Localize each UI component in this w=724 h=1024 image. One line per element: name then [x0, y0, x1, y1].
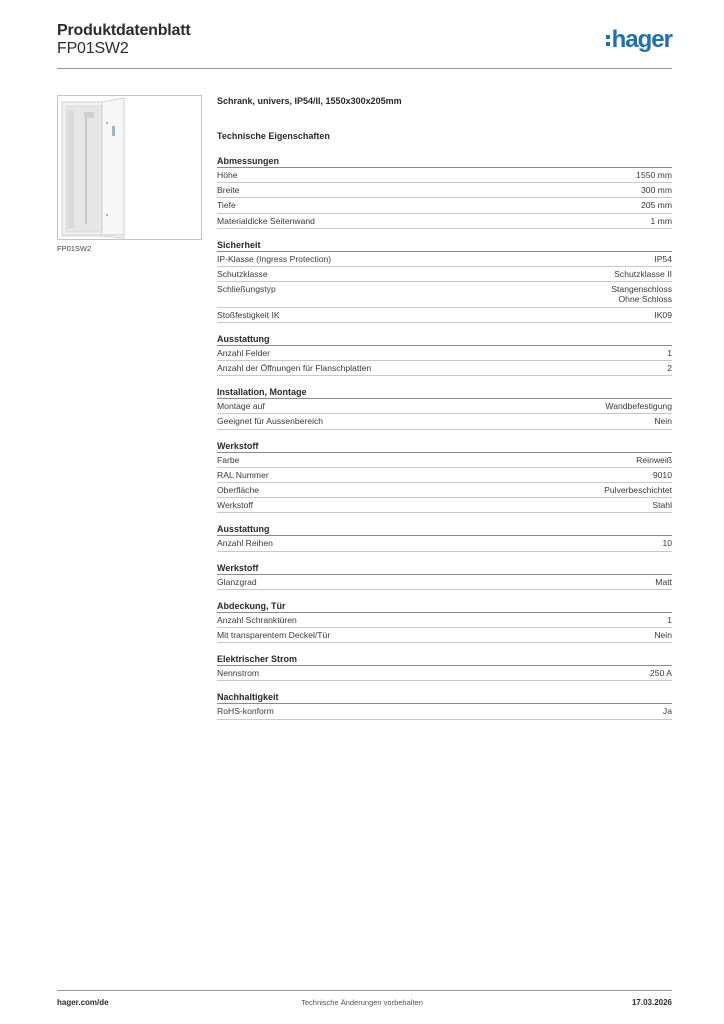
hager-logo: [606, 28, 672, 52]
spec-group: [217, 522, 672, 551]
spec-row: [217, 483, 672, 498]
cabinet-image-icon: [58, 96, 201, 239]
spec-label: Schutzklasse: [217, 269, 268, 280]
spec-row: [217, 453, 672, 468]
spec-value-line: Matt: [655, 576, 672, 587]
spec-value-line: 1: [667, 347, 672, 358]
header-divider: [57, 68, 672, 69]
spec-label: IP-Klasse (Ingress Protection): [217, 253, 332, 264]
spec-group: [217, 238, 672, 323]
spec-value: [667, 348, 672, 358]
spec-row: [217, 575, 672, 590]
spec-group: [217, 599, 672, 643]
spec-label: Geeignet für Aussenbereich: [217, 416, 324, 427]
spec-value: [663, 706, 672, 716]
spec-label: Schließungstyp: [217, 284, 276, 295]
spec-label: Tiefe: [217, 200, 236, 211]
spec-label: Anzahl der Öffnungen für Flanschplatten: [217, 363, 372, 374]
spec-value: [654, 630, 672, 640]
spec-group-title: Ausstattung: [217, 332, 672, 346]
spec-value-line: 1550 mm: [636, 170, 672, 180]
spec-group-title: Werkstoff: [217, 439, 672, 453]
spec-value: [641, 200, 672, 210]
document-title: Produktdatenblatt: [57, 22, 191, 39]
spec-value-line: Nein: [654, 630, 672, 641]
spec-label: Oberfläche: [217, 485, 260, 496]
spec-value-line: Wandbefestigung: [605, 401, 672, 412]
document-header: [57, 22, 672, 70]
spec-group-title: Werkstoff: [217, 561, 672, 575]
spec-group: [217, 561, 672, 590]
spec-label: Materialdicke Seitenwand: [217, 215, 315, 226]
spec-group-title: Abdeckung, Tür: [217, 599, 672, 613]
spec-group: [217, 652, 672, 681]
spec-group-title: Abmessungen: [217, 154, 672, 168]
spec-group: [217, 154, 672, 229]
spec-label: Höhe: [217, 170, 238, 180]
spec-value: [605, 401, 672, 411]
spec-row: [217, 628, 672, 643]
spec-group: [217, 690, 672, 719]
product-image: [57, 95, 202, 240]
footer-notice: Technische Änderungen vorbehalten: [301, 998, 423, 1007]
spec-value: [654, 416, 672, 426]
spec-row: [217, 214, 672, 229]
spec-label: RAL Nummer: [217, 469, 269, 480]
spec-value-line: 2: [667, 363, 672, 374]
spec-label: Werkstoff: [217, 500, 253, 511]
spec-value: [636, 170, 672, 180]
spec-label: Anzahl Schranktüren: [217, 614, 297, 625]
logo-colon-icon: [606, 35, 610, 46]
spec-value-line: 1: [667, 614, 672, 625]
spec-value-line: Pulverbeschichtet: [604, 485, 672, 496]
spec-label: Farbe: [217, 454, 240, 465]
product-image-caption: FP01SW2: [57, 244, 92, 253]
spec-value-line: Stangenschloss: [611, 284, 672, 295]
spec-group-title: Nachhaltigkeit: [217, 690, 672, 704]
spec-row: [217, 168, 672, 183]
spec-value-line: 205 mm: [640, 200, 672, 211]
spec-value-line: Nein: [654, 416, 672, 427]
spec-value-line: 300 mm: [640, 185, 672, 196]
spec-label: Montage auf: [217, 401, 265, 412]
spec-label: Anzahl Reihen: [217, 538, 273, 549]
spec-row: [217, 282, 672, 307]
spec-value: [653, 470, 672, 480]
spec-row: [217, 666, 672, 681]
spec-row: [217, 361, 672, 376]
spec-value: [650, 668, 672, 678]
spec-label: RoHS-konform: [217, 706, 274, 717]
spec-value-line: Ja: [662, 706, 672, 717]
spec-value: [636, 455, 672, 465]
spec-row: [217, 704, 672, 719]
spec-value: [667, 363, 672, 373]
spec-row: [217, 252, 672, 267]
spec-label: Anzahl Felder: [217, 347, 271, 358]
spec-row: [217, 198, 672, 213]
spec-value-line: 1 mm: [650, 215, 672, 226]
document-subtitle: FP01SW2: [57, 40, 129, 57]
spec-row: [217, 498, 672, 513]
spec-value: [654, 254, 672, 264]
spec-value: [651, 216, 672, 226]
spec-value-line: Ohne Schloss: [618, 294, 672, 305]
spec-value-line: Reinweiß: [636, 454, 672, 465]
spec-group-title: Elektrischer Strom: [217, 652, 672, 666]
spec-row: [217, 468, 672, 483]
spec-value-line: Stahl: [652, 500, 672, 511]
spec-label: Glanzgrad: [217, 576, 257, 587]
spec-row: [217, 267, 672, 282]
spec-label: Nennstrom: [217, 668, 260, 679]
footer-divider: [57, 990, 672, 991]
spec-value: [667, 615, 672, 625]
spec-table: [217, 154, 672, 729]
spec-row: [217, 399, 672, 414]
footer-date: 17.03.2026: [631, 998, 672, 1007]
spec-value: [614, 269, 672, 279]
spec-group: [217, 332, 672, 376]
spec-value-line: 10: [662, 538, 672, 549]
spec-label: Breite: [217, 185, 240, 196]
spec-value: [655, 577, 672, 587]
spec-row: [217, 613, 672, 628]
spec-value: [654, 310, 672, 320]
spec-value: [652, 500, 672, 510]
spec-row: [217, 308, 672, 323]
spec-value: [641, 185, 672, 195]
footer-website: hager.com/de: [57, 998, 109, 1007]
logo-text: hager: [611, 26, 672, 53]
spec-row: [217, 183, 672, 198]
spec-value-line: Schutzklasse II: [614, 269, 672, 280]
spec-value-line: IP54: [654, 253, 672, 264]
spec-value: [611, 284, 672, 304]
spec-value-line: 250 A: [650, 668, 672, 679]
spec-group-title: Ausstattung: [217, 522, 672, 536]
spec-group: [217, 385, 672, 429]
spec-row: [217, 536, 672, 551]
spec-label: Mit transparentem Deckel/Tür: [217, 630, 331, 641]
spec-label: Stoßfestigkeit IK: [217, 309, 280, 320]
spec-value-line: 9010: [652, 469, 672, 480]
section-heading: Technische Eigenschaften: [217, 131, 330, 141]
spec-group-title: Installation, Montage: [217, 385, 672, 399]
spec-value-line: IK09: [654, 309, 672, 320]
spec-group: [217, 439, 672, 514]
spec-value: [662, 538, 672, 548]
spec-group-title: Sicherheit: [217, 238, 672, 252]
spec-value: [604, 485, 672, 495]
spec-row: [217, 414, 672, 429]
spec-row: [217, 346, 672, 361]
product-name: Schrank, univers, IP54/II, 1550x300x205mm: [217, 96, 402, 106]
